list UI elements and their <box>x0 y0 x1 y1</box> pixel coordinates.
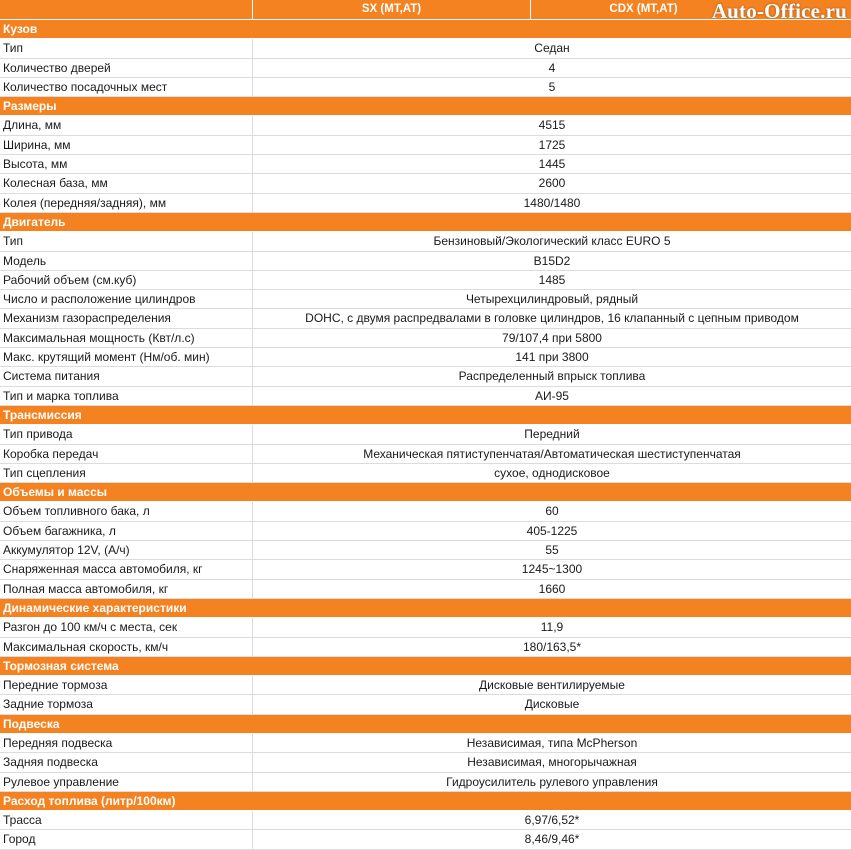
table-row <box>0 830 851 849</box>
spec-label: Высота, мм <box>0 155 253 173</box>
spec-value: 11,9 <box>540 620 564 635</box>
table-row <box>0 425 851 444</box>
spec-label: Количество посадочных мест <box>0 78 253 96</box>
spec-value: 4 <box>548 60 556 75</box>
section-header: Трансмиссия <box>0 406 851 425</box>
table-row <box>0 502 851 521</box>
spec-value: Четырехцилиндровый, рядный <box>465 292 639 307</box>
table-row <box>0 271 851 290</box>
header-label-cell <box>0 0 253 19</box>
spec-value: 2600 <box>538 176 566 191</box>
table-row <box>0 367 851 386</box>
header-col-cdx: CDX (MT,AT) <box>609 3 678 15</box>
spec-label: Город <box>0 830 253 848</box>
header-col-sx: SX (MT,AT) <box>253 0 531 19</box>
section-header: Объемы и массы <box>0 483 851 502</box>
table-row <box>0 155 851 174</box>
spec-label: Тип сцепления <box>0 464 253 482</box>
spec-label: Модель <box>0 252 253 270</box>
table-row <box>0 541 851 560</box>
spec-value: 1660 <box>538 581 566 596</box>
spec-value: АИ-95 <box>535 388 569 403</box>
table-row <box>0 464 851 483</box>
spec-value: 405-1225 <box>526 523 578 538</box>
table-row <box>0 580 851 599</box>
spec-label: Задние тормоза <box>0 695 253 713</box>
spec-label: Разгон до 100 км/ч с места, сек <box>0 618 253 636</box>
table-row <box>0 232 851 251</box>
spec-label: Тип <box>0 39 253 57</box>
spec-label: Максимальная скорость, км/ч <box>0 638 253 656</box>
spec-label: Макс. крутящий момент (Нм/об. мин) <box>0 348 253 366</box>
table-row <box>0 560 851 579</box>
spec-label: Колесная база, мм <box>0 174 253 192</box>
spec-value: Бензиновый/Экологический класс EURO 5 <box>433 234 671 249</box>
table-row <box>0 387 851 406</box>
table-row <box>0 445 851 464</box>
spec-label: Снаряженная масса автомобиля, кг <box>0 560 253 578</box>
table-row <box>0 811 851 830</box>
spec-value: 1485 <box>538 272 566 287</box>
table-row <box>0 78 851 97</box>
table-row <box>0 329 851 348</box>
spec-label: Объем топливного бака, л <box>0 502 253 520</box>
spec-label: Передние тормоза <box>0 676 253 694</box>
section-header: Динамические характеристики <box>0 599 851 618</box>
spec-value: 79/107,4 при 5800 <box>502 330 602 345</box>
table-row <box>0 194 851 213</box>
table-row <box>0 252 851 271</box>
spec-value: B15D2 <box>533 253 571 268</box>
spec-value: Дисковые вентилируемые <box>479 678 625 693</box>
spec-label: Рабочий объем (см.куб) <box>0 271 253 289</box>
spec-value: 55 <box>545 543 559 558</box>
spec-value: 8,46/9,46* <box>524 832 580 847</box>
table-body <box>0 20 851 850</box>
spec-label: Задняя подвеска <box>0 753 253 771</box>
section-header: Подвеска <box>0 715 851 734</box>
section-header: Тормозная система <box>0 657 851 676</box>
table-row <box>0 348 851 367</box>
spec-label: Полная масса автомобиля, кг <box>0 580 253 598</box>
spec-label: Тип и марка топлива <box>0 387 253 405</box>
spec-label: Механизм газораспределения <box>0 309 253 327</box>
spec-value: 141 при 3800 <box>515 350 589 365</box>
section-header: Двигатель <box>0 213 851 232</box>
table-row <box>0 522 851 541</box>
spec-value: 1245~1300 <box>521 562 583 577</box>
spec-label: Число и расположение цилиндров <box>0 290 253 308</box>
table-row <box>0 618 851 637</box>
table-row <box>0 174 851 193</box>
spec-label: Объем багажника, л <box>0 522 253 540</box>
table-row <box>0 309 851 328</box>
table-row <box>0 136 851 155</box>
spec-label: Аккумулятор 12V, (А/ч) <box>0 541 253 559</box>
table-row <box>0 676 851 695</box>
spec-value: DOHC, с двумя распредвалами в головке цилиндров, 16 клапанный с цепным приводом <box>305 311 799 326</box>
section-header: Размеры <box>0 97 851 116</box>
section-header: Расход топлива (литр/100км) <box>0 792 851 811</box>
section-header: Кузов <box>0 20 851 39</box>
table-row <box>0 59 851 78</box>
spec-value: Независимая, многорычажная <box>467 755 637 770</box>
spec-label: Длина, мм <box>0 116 253 134</box>
spec-value: 1445 <box>538 157 566 172</box>
spec-label: Колея (передняя/задняя), мм <box>0 194 253 212</box>
spec-value: Гидроусилитель рулевого управления <box>446 774 658 789</box>
table-row <box>0 695 851 714</box>
spec-value: сухое, однодисковое <box>494 465 610 480</box>
spec-value: 1480/1480 <box>523 195 581 210</box>
spec-value: 1725 <box>538 137 566 152</box>
table-row <box>0 116 851 135</box>
spec-value: Седан <box>534 41 570 56</box>
spec-label: Максимальная мощность (Квт/л.с) <box>0 329 253 347</box>
table-row <box>0 39 851 58</box>
watermark-logo: Auto-Office.ru <box>711 0 847 23</box>
table-row <box>0 753 851 772</box>
spec-value: 6,97/6,52* <box>524 813 580 828</box>
spec-value: 5 <box>548 79 556 94</box>
spec-value: Дисковые <box>524 697 580 712</box>
table-row <box>0 773 851 792</box>
spec-value: Механическая пятиступенчатая/Автоматическая шестиступенчатая <box>363 446 741 461</box>
spec-value: 60 <box>545 504 559 519</box>
spec-label: Количество дверей <box>0 59 253 77</box>
table-row <box>0 290 851 309</box>
spec-label: Ширина, мм <box>0 136 253 154</box>
spec-label: Тип привода <box>0 425 253 443</box>
spec-value: Распределенный впрыск топлива <box>458 369 646 384</box>
spec-label: Коробка передач <box>0 445 253 463</box>
spec-label: Тип <box>0 232 253 250</box>
spec-value: 180/163,5* <box>522 639 582 654</box>
table-row <box>0 734 851 753</box>
spec-label: Рулевое управление <box>0 773 253 791</box>
spec-label: Передняя подвеска <box>0 734 253 752</box>
spec-value: Независимая, типа McPherson <box>466 735 638 750</box>
spec-value: Передний <box>524 427 580 442</box>
spec-label: Трасса <box>0 811 253 829</box>
spec-label: Система питания <box>0 367 253 385</box>
table-row <box>0 638 851 657</box>
spec-value: 4515 <box>538 118 566 133</box>
